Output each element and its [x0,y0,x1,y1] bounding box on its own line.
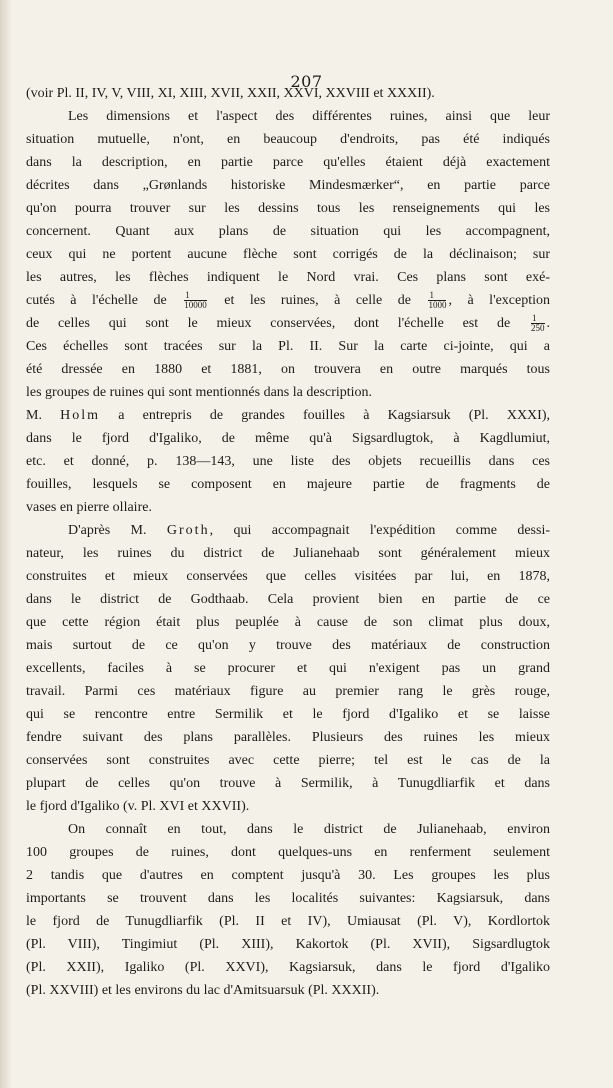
fraction-denominator: 10000 [184,300,207,311]
text-line: qui se rencontre entre Sermilik et le fjord d'Igaliko et se laisse [26,707,550,722]
text-line: etc. et donné, p. 138—143, une liste des objets recueillis dans ces [26,454,550,469]
text-line: fendre suivant des plans parallèles. Plusieurs des ruines les mieux [26,730,550,745]
page-number: 207 [290,72,323,91]
text-line: (Pl. XXII), Igaliko (Pl. XXVI), Kagsiarsuk, dans le fjord d'Igaliko [26,960,550,975]
text-line: Ces échelles sont tracées sur la Pl. II. Sur la carte ci-jointe, qui a [26,339,550,354]
line-segment: . [546,316,550,331]
scale-fraction [531,314,545,333]
text-line: (Pl. XXVIII) et les environs du lac d'Amitsuarsuk (Pl. XXXII). [26,983,380,998]
scale-fraction [428,291,446,310]
line-segment: M. [26,408,42,423]
text-line-with-name [26,519,550,542]
author-name: Holm [60,408,101,423]
text-line: été dressée en 1880 et 1881, on trouvera en outre marqués tous [26,362,550,377]
text-line: excellents, faciles à se procurer et qui n'exigent pas un grand [26,661,550,676]
line-segment: D'après M. [68,523,147,538]
text-line: que cette région était plus peuplée à cause de son climat plus doux, [26,615,550,630]
fraction-numerator: 1 [531,314,545,324]
text-line-with-scale [26,289,550,312]
text-line: On connaît en tout, dans le district de Julianehaab, environ [68,822,550,837]
text-line-with-scale [26,312,550,335]
text-line: les groupes de ruines qui sont mentionnés dans la description. [26,385,373,400]
text-line: importants se trouvent dans les localités suivantes: Kagsiarsuk, dans [26,891,550,906]
text-line: nateur, les ruines du district de Julianehaab sont généralement mieux [26,546,550,561]
fraction-denominator: 250 [531,323,545,334]
line-segment: de celles qui sont le mieux conservées, dont l'échelle est de [26,316,511,331]
body-text [26,82,550,1002]
line-segment: , qui accompagnait l'expédition comme dessi- [209,523,550,538]
text-line: 2 tandis que d'autres en comptent jusqu'à 30. Les groupes les plus [26,868,550,883]
text-line: situation mutuelle, n'ont, en beaucoup d'endroits, pas été indiqués [26,132,550,147]
text-line: Les dimensions et l'aspect des différentes ruines, ainsi que leur [68,109,550,124]
line-segment: , à l'exception [448,293,550,308]
line-segment: cutés à l'échelle de [26,293,167,308]
text-line: dans le district de Godthaab. Cela provient bien en partie de ce [26,592,550,607]
page-binding-edge [0,0,12,1088]
text-line: dans la description, en partie parce qu'elles étaient déjà exactement [26,155,550,170]
text-line: les autres, les flèches indiquent le Nord vrai. Ces plans sont exé- [26,270,550,285]
text-line-with-name [26,404,550,427]
scale-fraction [184,291,207,310]
text-line: mais surtout de ce qu'on y trouve des matériaux de construction [26,638,550,653]
text-line: fouilles, lesquels se composent en majeure partie de fragments de [26,477,550,492]
text-line: le fjord de Tunugdliarfik (Pl. II et IV), Umiausat (Pl. V), Kordlortok [26,914,550,929]
text-line: conservées sont construites avec cette pierre; tel est le cas de la [26,753,550,768]
text-line: (voir Pl. II, IV, V, VIII, XI, XIII, XVII, XXII, XXVI, XXVIII et XXXII). [26,86,435,101]
text-line: construites et mieux conservées que celles visitées par lui, en 1878, [26,569,550,584]
fraction-numerator: 1 [428,291,446,301]
text-line: concernent. Quant aux plans de situation qui les accompagnent, [26,224,550,239]
text-line: dans le fjord d'Igaliko, de même qu'à Sigsardlugtok, à Kagdlumiut, [26,431,550,446]
text-line: qu'on pourra trouver sur les dessins tous les renseignements qui les [26,201,550,216]
text-line: plupart de celles qu'on trouve à Sermilik, à Tunugdliarfik et dans [26,776,550,791]
fraction-numerator: 1 [184,291,207,301]
fraction-denominator: 1000 [428,300,447,311]
text-line: ceux qui ne portent aucune flèche sont corrigés de la déclinaison; sur [26,247,550,262]
line-segment: et les ruines, à celle de [224,293,411,308]
text-line: (Pl. VIII), Tingimiut (Pl. XIII), Kakortok (Pl. XVII), Sigsardlugtok [26,937,550,952]
text-line: 100 groupes de ruines, dont quelques-uns en renferment seulement [26,845,550,860]
text-line: vases en pierre ollaire. [26,500,152,515]
text-line: décrites dans „Grønlands historiske Mindesmærker“, en partie parce [26,178,550,193]
author-name: Groth [166,523,210,538]
text-line: travail. Parmi ces matériaux figure au premier rang le grès rouge, [26,684,550,699]
line-segment: a entrepris de grandes fouilles à Kagsiarsuk (Pl. XXXI), [118,408,550,423]
text-line: le fjord d'Igaliko (v. Pl. XVI et XXVII). [26,799,250,814]
